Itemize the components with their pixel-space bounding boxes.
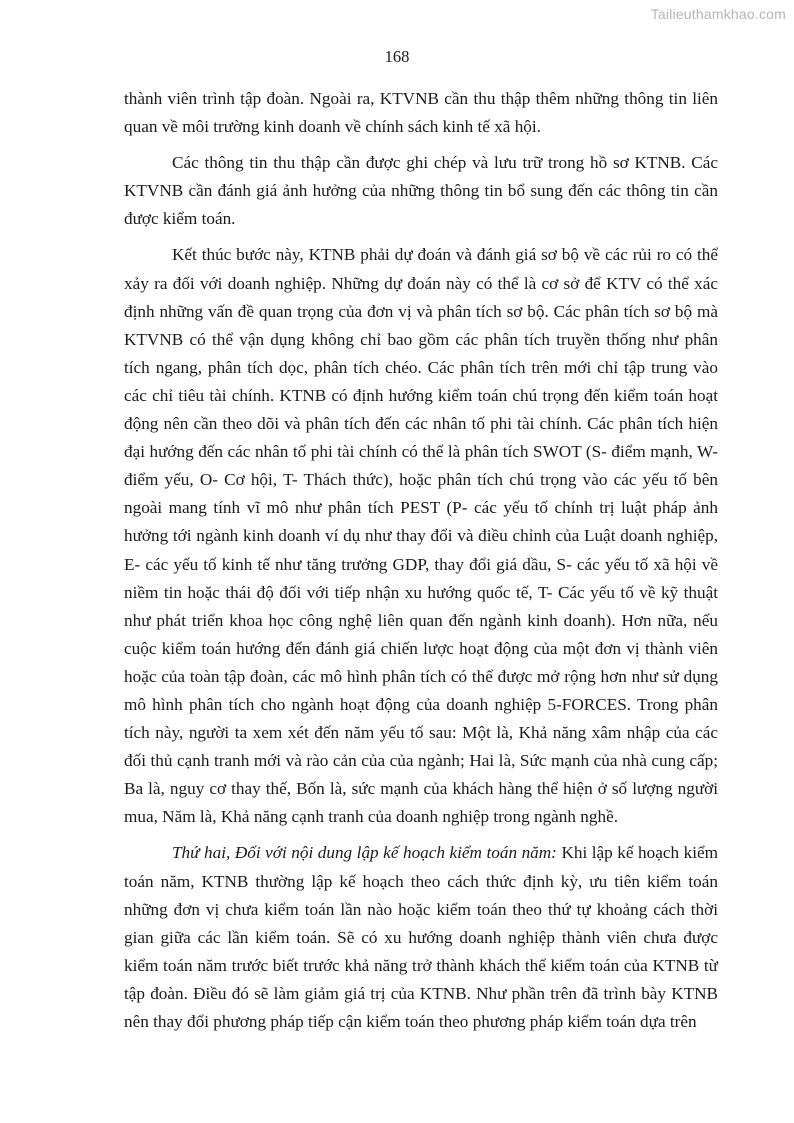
paragraph-information-recording: Các thông tin thu thập cần được ghi chép và lưu trữ trong hồ sơ KTNB. Các KTVNB cần đánh giá ảnh hưởng của những thông tin bổ sung đến các thông tin cần được kiểm toán. [124,153,718,229]
paragraph-annual-audit-plan-text: Khi lập kế hoạch kiểm toán năm, KTNB thường lập kế hoạch theo cách thức định kỳ, ưu tiên kiểm toán những đơn vị chưa kiểm toán lần nào hoặc kiểm toán theo thứ tự khoảng cách thời gian giữa các lần kiểm toán. Sẽ có xu hướng doanh nghiệp thành viên chưa được kiểm toán năm trước biết trước khả năng trở thành khách thể kiểm toán của KTNB từ tập đoàn. Điều đó sẽ làm giảm giá trị của KTNB. Như phần trên đã trình bày KTNB nên thay đổi phương pháp tiếp cận kiểm toán theo phương pháp kiểm toán dựa trên [124,843,718,1031]
watermark-text: Tailieuthamkhao.com [650,6,786,22]
document-body [124,85,718,1036]
paragraph-continuation: thành viên trình tập đoàn. Ngoài ra, KTVNB cần thu thập thêm những thông tin liên quan về môi trường kinh doanh về chính sách kinh tế xã hội. [124,89,718,137]
paragraph-risk-analysis: Kết thúc bước này, KTNB phải dự đoán và đánh giá sơ bộ về các rủi ro có thể xảy ra đối với doanh nghiệp. Những dự đoán này có thể là cơ sở để KTV có thể xác định những vấn đề quan trọng của đơn vị và phân tích sơ bộ. Các phân tích sơ bộ mà KTVNB có thể vận dụng không chỉ bao gồm các phân tích truyền thống như phân tích ngang, phân tích dọc, phân tích chéo. Các phân tích trên mới chỉ tập trung vào các chỉ tiêu tài chính. KTNB có định hướng kiểm toán chú trọng đến kiểm toán hoạt động nên cần theo dõi và phân tích đến các nhân tố phi tài chính. Các phân tích hiện đại hướng đến các nhân tố phi tài chính có thể là phân tích SWOT (S- điểm mạnh, W- điểm yếu, O- Cơ hội, T- Thách thức), hoặc phân tích chú trọng vào các yếu tố bên ngoài mang tính vĩ mô như phân tích PEST (P- các yếu tố chính trị luật pháp ảnh hưởng tới ngành kinh doanh ví dụ như thay đổi và điều chỉnh của Luật doanh nghiệp, E- các yếu tố kinh tế như tăng trưởng GDP, thay đổi giá dầu, S- các yếu tố xã hội về niềm tin hoặc thái độ đối với tiếp nhận xu hướng quốc tế, T- Các yếu tố về kỹ thuật như phát triển khoa học công nghệ liên quan đến ngành kinh doanh). Hơn nữa, nếu cuộc kiểm toán hướng đến đánh giá chiến lược hoạt động của một đơn vị thành viên hoặc của toàn tập đoàn, các mô hình phân tích có thể được mở rộng hơn như sử dụng mô hình phân tích cho ngành hoạt động của doanh nghiệp 5-FORCES. Trong phân tích này, người ta xem xét đến năm yếu tố sau: Một là, Khả năng xâm nhập của các đối thủ cạnh tranh mới và rào cản của của ngành; Hai là, Sức mạnh của nhà cung cấp; Ba là, nguy cơ thay thế, Bốn là, sức mạnh của khách hàng thể hiện ở số lượng người mua, Năm là, Khả năng cạnh tranh của doanh nghiệp trong ngành nghề. [124,245,718,827]
page-number: 168 [384,47,410,66]
paragraph-annual-audit-plan [124,839,718,1036]
section-lead-italic: Thứ hai, Đối với nội dung lập kế hoạch kiểm toán năm: [172,843,557,863]
